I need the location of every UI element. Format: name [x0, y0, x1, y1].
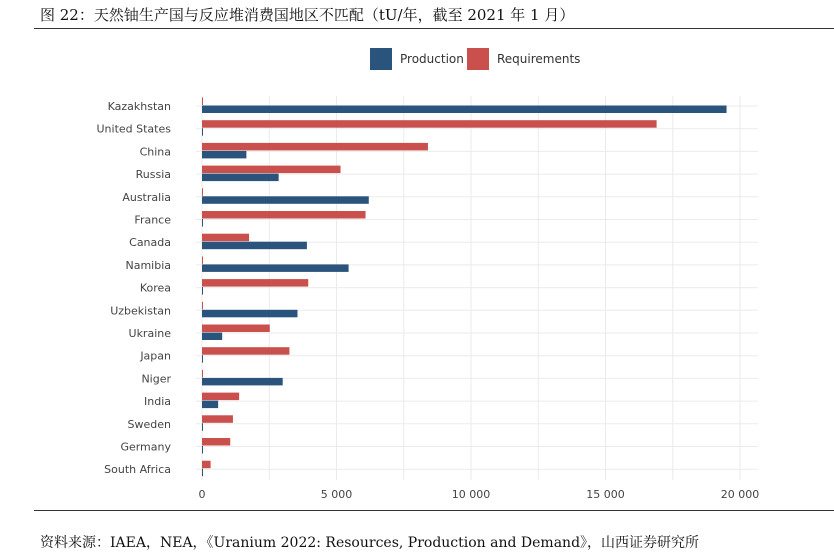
bar-requirements [202, 166, 341, 174]
category-label: Niger [141, 372, 171, 386]
bar-requirements [202, 120, 657, 128]
bar-production [202, 264, 349, 272]
x-tick-label: 15 000 [586, 488, 625, 501]
bar-production [202, 106, 727, 114]
legend-label-requirements: Requirements [497, 52, 581, 66]
bar-requirements [202, 302, 203, 310]
bar-requirements [202, 347, 289, 355]
category-label: Ukraine [128, 327, 171, 340]
bar-requirements [202, 461, 211, 469]
x-tick-label: 5 000 [320, 488, 353, 501]
bar-production [202, 151, 246, 159]
category-label: India [144, 395, 171, 409]
category-label: Russia [135, 168, 171, 182]
bar-requirements [202, 188, 203, 196]
category-label: Namibia [125, 258, 171, 272]
bar-production [202, 310, 297, 318]
bar-production [202, 196, 369, 204]
category-label: Canada [129, 236, 171, 250]
bar-production [202, 174, 279, 182]
category-label: United States [96, 122, 171, 136]
legend-swatch-production [370, 48, 392, 70]
category-label: Kazakhstan [107, 100, 171, 113]
x-tick-label: 0 [198, 488, 206, 501]
category-label: France [134, 213, 171, 227]
x-tick-label: 20 000 [720, 488, 760, 501]
bar-production [202, 401, 218, 409]
legend-label-production: Production [400, 52, 464, 66]
category-label: Sweden [127, 417, 171, 431]
category-label: Australia [122, 190, 171, 204]
bar-production [202, 378, 283, 386]
bar-requirements [202, 234, 249, 242]
legend-swatch-requirements [467, 48, 489, 70]
bar-production [202, 469, 203, 477]
category-label: Japan [140, 349, 171, 363]
bottom-rule [34, 510, 834, 511]
category-label: Korea [139, 281, 171, 295]
figure-title: 图 22：天然铀生产国与反应堆消费国地区不匹配（tU/年，截至 2021 年 1 月） [40, 6, 575, 24]
bar-production [202, 219, 203, 227]
category-label: Uzbekistan [110, 304, 171, 318]
bar-production [202, 446, 203, 454]
bar-production [202, 128, 203, 136]
category-label: China [139, 145, 171, 159]
bar-production [202, 242, 307, 250]
bar-requirements [202, 143, 428, 151]
bar-production [202, 423, 203, 431]
chart-legend [370, 48, 580, 70]
bar-requirements [202, 438, 230, 446]
source-note: 资料来源：IAEA，NEA，《Uranium 2022: Resources, Production and Demand》，山西证券研究所 [40, 535, 700, 551]
bar-requirements [202, 279, 308, 287]
bar-requirements [202, 211, 366, 219]
category-label: South Africa [104, 463, 171, 477]
bar-requirements [202, 98, 203, 106]
category-labels [97, 100, 172, 476]
x-axis-tick-labels [199, 488, 760, 501]
category-label: Germany [120, 440, 171, 454]
bar-requirements [202, 393, 239, 401]
bar-requirements [202, 256, 203, 264]
chart-bars [202, 98, 727, 477]
bar-requirements [202, 370, 203, 378]
bar-production [202, 287, 203, 295]
bar-production [202, 333, 222, 341]
chart-grid [196, 96, 758, 480]
bar-requirements [202, 325, 270, 333]
bar-requirements [202, 415, 233, 423]
x-tick-label: 10 000 [451, 488, 491, 501]
bar-production [202, 355, 203, 363]
